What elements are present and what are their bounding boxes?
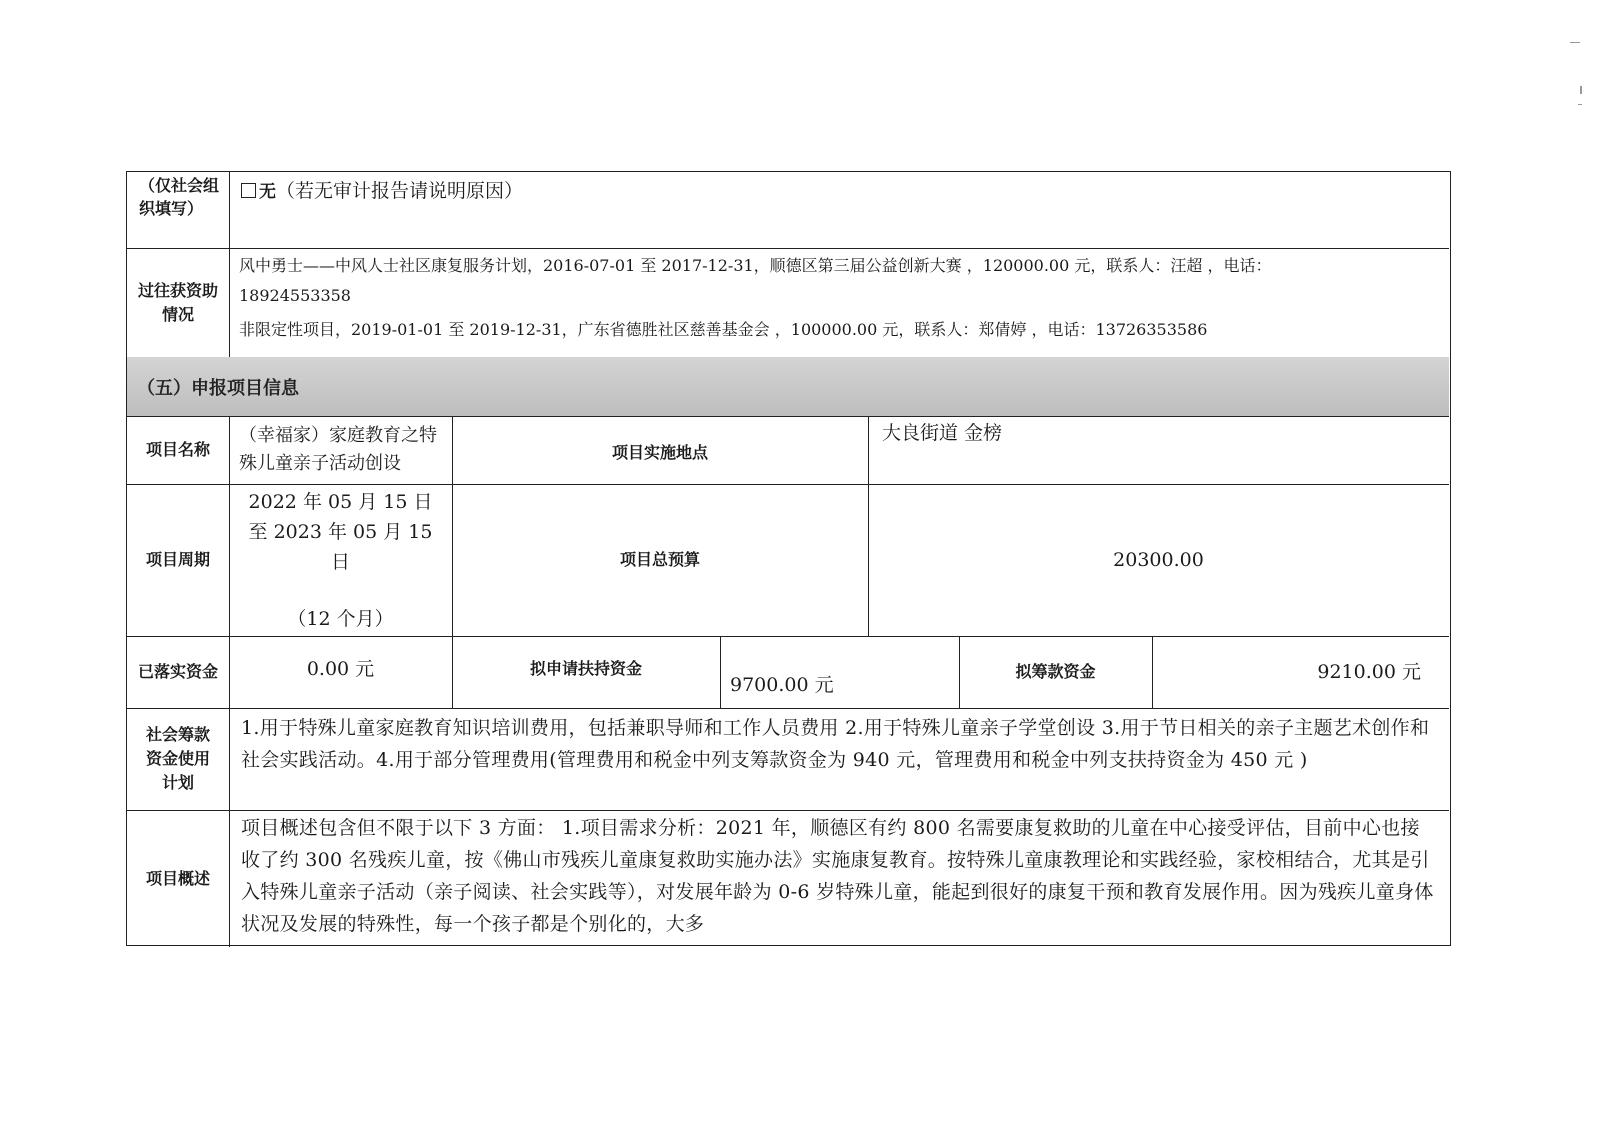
project-budget-value: 20300.00 — [1113, 549, 1204, 571]
past-funding-entry-2: 非限定性项目，2019-01-01 至 2019-12-31，广东省德胜社区慈善基金会 ，100000.00 元，联系人：郑倩婷 ，电话：13726353586 — [239, 320, 1208, 339]
scan-artifact — [1570, 42, 1580, 43]
raise-funds-label: 拟筹款资金 — [1015, 662, 1096, 681]
past-funding-content — [229, 248, 1449, 357]
social-funds-text: 1.用于特殊儿童家庭教育知识培训费用，包括兼职导师和工作人员费用 2.用于特殊儿童亲子学堂创设 3.用于节日相关的亲子主题艺术创作和社会实践活动。4.用于部分管理费用(管理费用和税金中列支筹款资金为 940 元，管理费用和税金中列支扶持资金为 450 元 ) — [241, 717, 1430, 771]
project-location-label: 项目实施地点 — [611, 443, 708, 462]
project-period-label: 项目周期 — [145, 550, 210, 569]
project-overview-text: 项目概述包含但不限于以下 3 方面： 1.项目需求分析：2021 年，顺德区有约 800 名需要康复救助的儿童在中心接受评估，目前中心也接收了约 300 名残疾儿童，按《佛山市残疾儿童康复救助实施办法》实施康复教育。按特殊儿童康教理论和实践经验，家校相结合，尤其是引入特殊儿童亲子活动（亲子阅读、社会实践等），对发展年龄为 0-6 岁特殊儿童，能起到很好的康复干预和教育发展作用。因为残疾儿童身体状况及发展的特殊性，每一个孩子都是个别化的，大多 — [241, 817, 1434, 935]
project-period-value — [229, 484, 452, 636]
project-overview-label: 项目概述 — [145, 868, 210, 888]
secured-funds-value: 0.00 元 — [306, 658, 375, 680]
audit-options — [229, 172, 1449, 248]
project-location-value: 大良街道 金榜 — [882, 422, 1003, 444]
scan-artifact — [1580, 86, 1582, 94]
past-funding-entry-1: 风中勇士——中风人士社区康复服务计划，2016-07-01 至 2017-12-31，顺德区第三届公益创新大赛 ，120000.00 元，联系人：汪超 ，电话： — [239, 256, 1272, 275]
period-start: 2022 年 05 月 15 日 — [248, 491, 433, 513]
apply-funds-value: 9700.00 元 — [730, 674, 834, 696]
period-end-cont: 日 — [330, 551, 350, 573]
scan-artifact — [1578, 104, 1582, 105]
project-name-label: 项目名称 — [145, 440, 210, 459]
checkbox-icon[interactable] — [241, 183, 256, 198]
section-title: （五）申报项目信息 — [137, 377, 299, 399]
audit-label: （仅社会组织填写） — [139, 176, 220, 218]
raise-funds-value: 9210.00 元 — [1317, 661, 1421, 683]
project-name-value: （幸福家）家庭教育之特殊儿童亲子活动创设 — [239, 425, 437, 474]
section-header — [127, 357, 1449, 416]
audit-none-option: 无 — [259, 182, 276, 202]
audit-none-note: （若无审计报告请说明原因） — [276, 180, 524, 202]
application-form-table — [126, 171, 1451, 946]
period-end: 至 2023 年 05 月 15 — [248, 521, 433, 543]
secured-funds-label: 已落实资金 — [137, 662, 218, 681]
period-months: （12 个月） — [287, 608, 394, 630]
past-funding-entry-1-phone: 18924553358 — [239, 286, 351, 305]
project-budget-label: 项目总预算 — [619, 550, 700, 569]
social-funds-label: 社会筹款资金使用计划 — [145, 725, 210, 792]
apply-funds-label: 拟申请扶持资金 — [529, 659, 642, 678]
past-funding-label: 过往获资助情况 — [137, 280, 218, 324]
